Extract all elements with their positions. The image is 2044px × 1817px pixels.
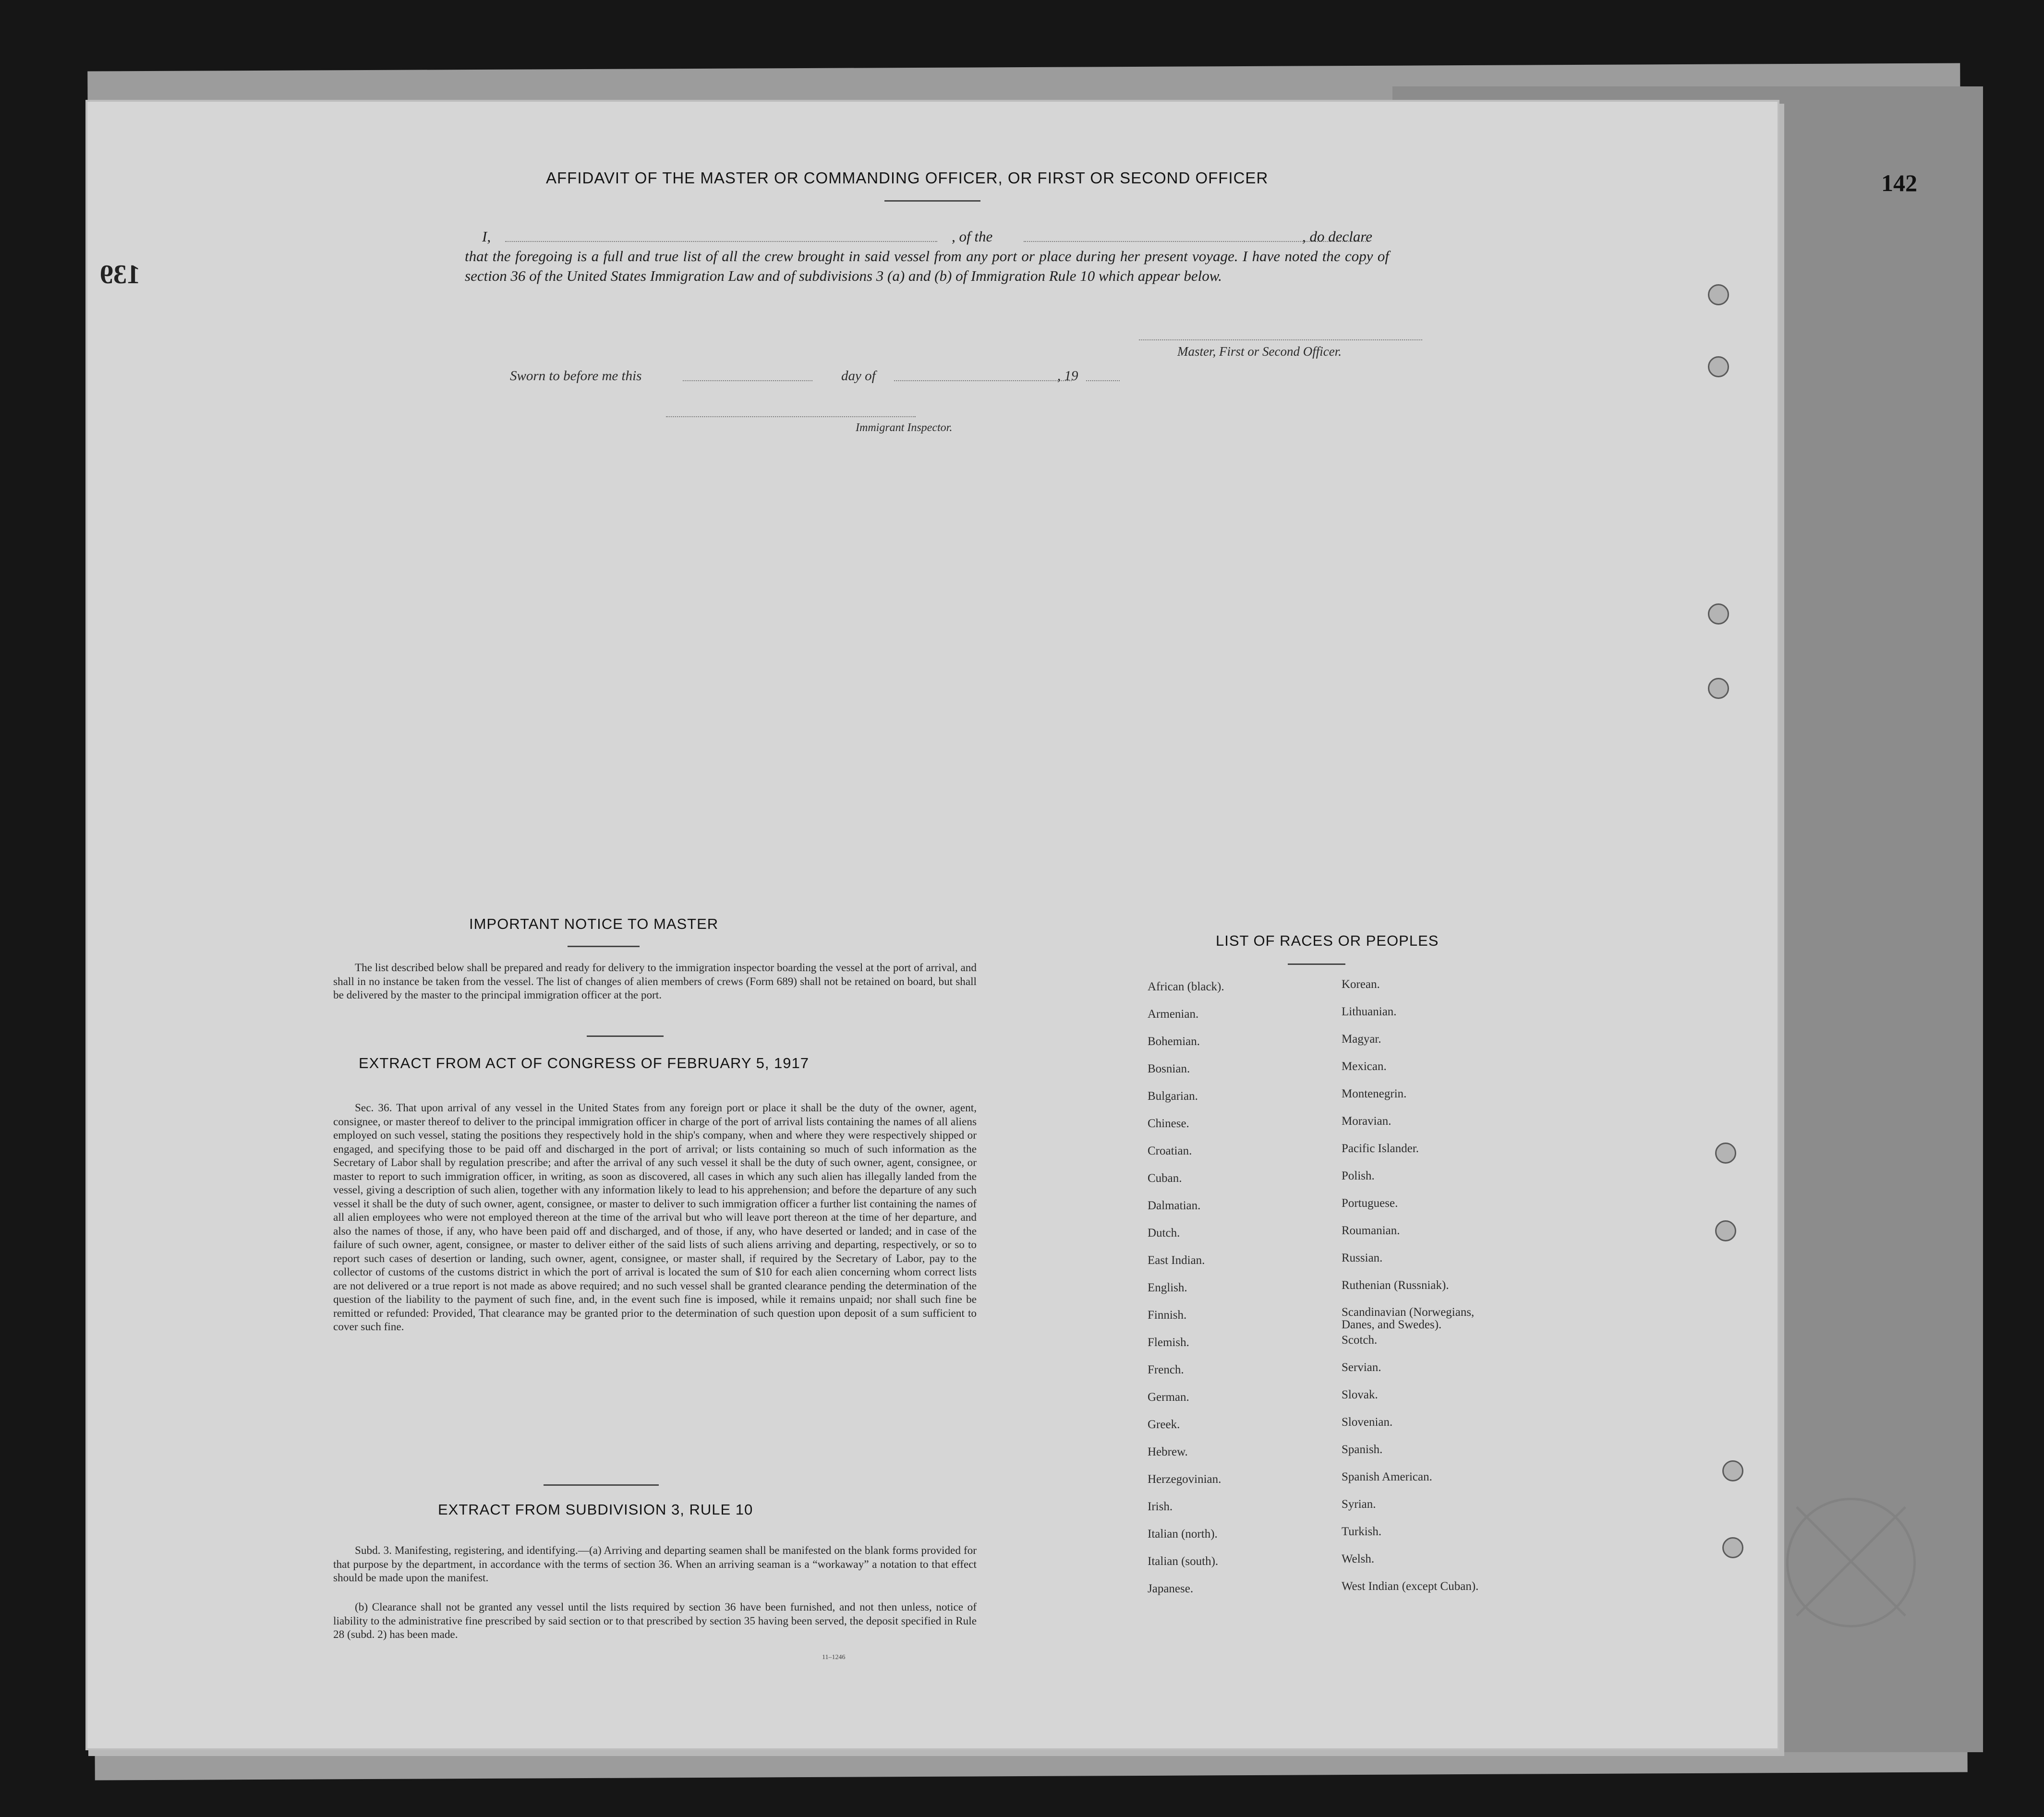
race-item: Japanese.	[1148, 1582, 1194, 1595]
race-item: French.	[1148, 1363, 1184, 1376]
divider	[544, 1484, 659, 1486]
race-item: Syrian.	[1342, 1498, 1376, 1511]
signature-field[interactable]	[1139, 339, 1422, 340]
rule-extract-title: EXTRACT FROM SUBDIVISION 3, RULE 10	[438, 1501, 753, 1518]
punch-hole-icon	[1722, 1460, 1743, 1481]
punch-hole-icon	[1708, 603, 1729, 625]
race-item: German.	[1148, 1391, 1189, 1404]
notice-title: IMPORTANT NOTICE TO MASTER	[469, 915, 719, 932]
race-item: Italian (south).	[1148, 1555, 1219, 1568]
inspector-label: Immigrant Inspector.	[856, 421, 953, 434]
form-number: 11–1246	[822, 1654, 846, 1661]
race-item: Greek.	[1148, 1418, 1180, 1431]
race-item: Bosnian.	[1148, 1062, 1190, 1075]
inspector-signature-field[interactable]	[666, 416, 916, 417]
race-item: Chinese.	[1148, 1117, 1189, 1130]
race-item: Herzegovinian.	[1148, 1473, 1222, 1486]
act-extract-title: EXTRACT FROM ACT OF CONGRESS OF FEBRUARY 5, 1917	[359, 1055, 810, 1071]
race-item: Spanish.	[1342, 1443, 1383, 1456]
notice-text: The list described below shall be prepared and ready for delivery to the immigration inspector boarding the vessel at the port of arrival, and shall in no instance be taken from the vessel. The list of changes of alien members of crews (Form 689) shall not be retained on board, but shall be delivered by the master to the principal immigration officer at the port.	[333, 962, 977, 1001]
rule-extract-text-b: (b) Clearance shall not be granted any vessel until the lists required by section 36 have been furnished, and not then unless, notice of liability to the administrative fine prescribed by said section or to that prescribed by section 35 having been served, the deposit specified in Rule 28 (subd. 2) has been made.	[333, 1601, 977, 1641]
race-item: Servian.	[1342, 1361, 1381, 1374]
race-item: Russian.	[1342, 1251, 1383, 1264]
race-item: Hebrew.	[1148, 1445, 1188, 1458]
race-item: Magyar.	[1342, 1033, 1381, 1046]
race-item: Pacific Islander.	[1342, 1142, 1419, 1155]
race-item: Armenian.	[1148, 1008, 1199, 1021]
margin-mark: 139	[100, 260, 140, 289]
declaration-body: that the foregoing is a full and true list of all the crew brought in said vessel from any port or place during her present voyage. I have noted the copy of section 36 of the United States Immigration Law and of subdivisions 3 (a) and (b) of Immigration Rule 10 which appear below.	[465, 248, 1389, 284]
race-item: Moravian.	[1342, 1115, 1391, 1128]
declaration-i: I,	[482, 228, 491, 245]
stamp-mark-icon	[1786, 1498, 1916, 1627]
punch-hole-icon	[1715, 1143, 1736, 1164]
rule-extract-text-a: Subd. 3. Manifesting, registering, and identifying.—(a) Arriving and departing seamen shall be manifested on the blank forms provided for that purpose by the department, in accordance with the terms of section 36. When an arriving seaman is a “workaway” a notation to that effect should be made upon the manifest.	[333, 1544, 977, 1584]
sworn-day-of: day of	[841, 368, 876, 384]
race-item: Polish.	[1342, 1169, 1375, 1182]
sworn-year-field[interactable]	[1086, 380, 1120, 381]
race-item: Dutch.	[1148, 1227, 1180, 1239]
race-item: Croatian.	[1148, 1144, 1192, 1157]
race-item: Portuguese.	[1342, 1197, 1398, 1210]
race-item: Spanish American.	[1342, 1470, 1432, 1483]
punch-hole-icon	[1708, 356, 1729, 377]
race-item: Slovak.	[1342, 1388, 1378, 1401]
race-item: Slovenian.	[1342, 1416, 1393, 1429]
race-item: Flemish.	[1148, 1336, 1189, 1349]
race-item: Welsh.	[1342, 1552, 1375, 1565]
page-number: 142	[1881, 169, 1917, 196]
race-item: Roumanian.	[1342, 1224, 1400, 1237]
race-item: Finnish.	[1148, 1309, 1187, 1322]
act-extract-text: Sec. 36. That upon arrival of any vessel in the United States from any foreign port or place it shall be the duty of the owner, agent, consignee, or master thereof to deliver to the principal immigration officer in charge of the port of arrival lists containing the names of all aliens employed on such vessel, stating the positions they respectively hold in the ship's company, when and where they were respectively shipped or engaged, and specifying those to be paid off and discharged in the port of arrival; or lists containing so much of such information as the Secretary of Labor shall by regulation prescribe; and after the arrival of any such vessel it shall be the duty of such owner, agent, consignee, or master to report to such immigration officer, in writing, as soon as discovered, all cases in which any such alien has illegally landed from the vessel, giving a description of such alien, together with any information likely to lead to his apprehension; and before the departure of any such vessel it shall be the duty of such owner, agent, consignee, or master to deliver to such immigration officer a further list containing the names of all alien employees who were not employed thereon at the time of the arrival but who will leave port thereon at the time of her departure, and also the names of those, if any, who have been paid off and discharged, and of those, if any, who have deserted or landed; and in case of the failure of such owner, agent, consignee, or master to deliver either of the said lists of such aliens arriving and departing, respectively, or so to report such cases of desertion or landing, such owner, agent, consignee, or master shall, if required by the Secretary of Labor, pay to the collector of customs of the customs district in which the port of arrival is located the sum of $10 for each alien concerning whom correct lists are not delivered or a true report is not made as above required; and no such vessel shall be granted clearance pending the determination of the question of the liability to the payment of such fine, and, in the event such fine is imposed, while it remains unpaid; nor shall such fine be remitted or refunded: Provided, That clearance may be granted prior to the determination of such question upon deposit of a sum sufficient to cover such fine.	[333, 1102, 977, 1333]
races-column-right	[1342, 978, 1500, 1607]
race-item: Bulgarian.	[1148, 1090, 1198, 1103]
sworn-year: , 19	[1057, 368, 1078, 384]
race-item: Scandinavian (Norwegians, Danes, and Swedes).	[1342, 1306, 1475, 1331]
punch-hole-icon	[1708, 678, 1729, 699]
race-item: East Indian.	[1148, 1254, 1205, 1267]
races-column-left	[1148, 980, 1224, 1610]
sworn-month-field[interactable]	[894, 380, 1072, 381]
race-item: Montenegrin.	[1342, 1087, 1407, 1100]
sworn-prefix: Sworn to before me this	[510, 368, 642, 384]
race-item: English.	[1148, 1281, 1187, 1294]
sworn-day-field[interactable]	[683, 380, 812, 381]
divider	[1288, 963, 1345, 965]
punch-hole-icon	[1708, 284, 1729, 305]
race-item: Irish.	[1148, 1500, 1173, 1513]
declaration-of-the: , of the	[952, 228, 993, 245]
punch-hole-icon	[1715, 1220, 1736, 1241]
divider	[884, 200, 980, 202]
race-item: Korean.	[1342, 978, 1380, 991]
race-item: Cuban.	[1148, 1172, 1182, 1185]
punch-hole-icon	[1722, 1537, 1743, 1558]
race-item: Scotch.	[1342, 1334, 1378, 1347]
race-item: African (black).	[1148, 980, 1224, 993]
form-page	[87, 102, 1778, 1748]
affidavit-title: AFFIDAVIT OF THE MASTER OR COMMANDING OFFICER, OR FIRST OR SECOND OFFICER	[546, 169, 1269, 187]
races-title: LIST OF RACES OR PEOPLES	[1216, 932, 1439, 949]
declaration-do-declare: , do declare	[1302, 228, 1373, 245]
race-item: Mexican.	[1342, 1060, 1387, 1073]
race-item: Turkish.	[1342, 1525, 1382, 1538]
race-item: Ruthenian (Russniak).	[1342, 1279, 1449, 1292]
race-item: West Indian (except Cuban).	[1342, 1580, 1479, 1593]
race-item: Dalmatian.	[1148, 1199, 1201, 1212]
race-item: Italian (north).	[1148, 1528, 1218, 1540]
divider	[568, 946, 640, 947]
divider	[587, 1035, 664, 1037]
name-field[interactable]	[505, 241, 937, 242]
race-item: Lithuanian.	[1342, 1005, 1397, 1018]
race-item: Bohemian.	[1148, 1035, 1200, 1048]
signature-label: Master, First or Second Officer.	[1177, 344, 1342, 359]
